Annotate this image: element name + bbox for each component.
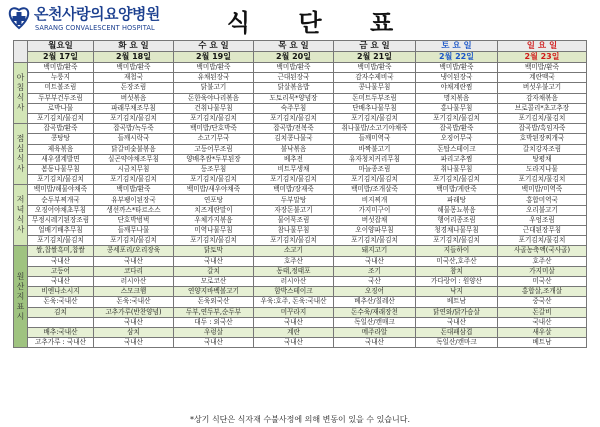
origin-cell: 닭연와/닭가슴살: [416, 307, 498, 317]
menu-cell: 백미밥/미역죽: [498, 185, 587, 195]
origin-cell: 국내산: [334, 338, 416, 348]
origin-row: [14, 327, 587, 337]
menu-cell: 순두부찌개국: [28, 195, 94, 205]
menu-cell: 가지미구이: [334, 205, 416, 215]
menu-cell: 치즈계란말이: [174, 205, 254, 215]
menu-cell: 김치콩나물국: [254, 134, 334, 144]
origin-cell: 호주산: [254, 256, 334, 266]
origin-row: [14, 276, 587, 286]
menu-cell: 마늘종조림: [334, 164, 416, 174]
origin-cell: 고추가루(반찬양념): [94, 307, 174, 317]
menu-cell: 포기김치/물김치: [94, 236, 174, 246]
origin-cell: 모로코산: [174, 276, 254, 286]
menu-cell: 백미밥/게란죽: [416, 185, 498, 195]
dinner-row: [14, 226, 587, 236]
menu-cell: 도토리묵*양념장: [254, 93, 334, 103]
origin-cell: 미꾸라지: [254, 307, 334, 317]
origin-cell: 국내산: [28, 276, 94, 286]
menu-cell: 포기김치/물김치: [416, 113, 498, 123]
dinner-row: [14, 236, 587, 246]
menu-cell: 돈장조림: [94, 83, 174, 93]
menu-cell: 연포탕: [174, 195, 254, 205]
menu-cell: 닭살볶음밥: [254, 83, 334, 93]
origin-cell: 갈치: [174, 266, 254, 276]
origin-row: [14, 338, 587, 348]
origin-row: [14, 307, 587, 317]
menu-cell: 포기김치/물김치: [498, 236, 587, 246]
origin-cell: 지들하이: [416, 246, 498, 256]
menu-cell: 포기김치/물김치: [28, 236, 94, 246]
origin-cell: 낙지: [416, 287, 498, 297]
menu-cell: 백미밥/환죽: [416, 63, 498, 73]
origin-row: [14, 287, 587, 297]
menu-cell: 포기김치/물김치: [28, 175, 94, 185]
origin-cell: 국내산: [254, 338, 334, 348]
menu-cell: 잡곡밥/흑임자죽: [498, 124, 587, 134]
origin-cell: 돈수육/재래장천: [334, 307, 416, 317]
origin-cell: 계란: [254, 327, 334, 337]
menu-cell: 잡곡밥/환죽: [28, 124, 94, 134]
lunch-row: [14, 144, 587, 154]
menu-cell: 미트볼조림: [28, 83, 94, 93]
origin-cell: 콩세포리/오리장육: [94, 246, 174, 256]
menu-cell: 양배추쌈*두부된장: [174, 154, 254, 164]
origin-cell: 대두 : 외국산: [174, 317, 254, 327]
date-header-row: [14, 52, 587, 63]
menu-cell: 들깨미역국: [334, 134, 416, 144]
menu-cell: 포기김치/물김치: [254, 113, 334, 123]
menu-cell: 오징어무국: [416, 134, 498, 144]
menu-cell: 브로콜리*초고추장: [498, 103, 587, 113]
menu-cell: 제육볶음: [28, 144, 94, 154]
corner-cell: [14, 41, 28, 63]
breakfast-row: [14, 93, 587, 103]
origin-cell: 우렁살: [174, 327, 254, 337]
origin-cell: 러시아산: [254, 276, 334, 286]
breakfast-row: [14, 73, 587, 83]
origin-cell: 김치: [28, 307, 94, 317]
origin-cell: 우육:호주, 돈육:국내산: [254, 297, 334, 307]
menu-cell: 오이양파무침: [334, 226, 416, 236]
menu-cell: 유채된장국: [174, 73, 254, 83]
origin-cell: 함박스테이크: [254, 287, 334, 297]
origin-cell: 오징어: [334, 287, 416, 297]
day-label: 토 요 일: [416, 41, 498, 52]
origin-cell: 연양지바벡볼고기: [174, 287, 254, 297]
menu-cell: 백미밥/조개살죽: [334, 185, 416, 195]
origin-cell: 돈육:국내산: [94, 297, 174, 307]
menu-cell: 백미밥/환죽: [94, 63, 174, 73]
menu-cell: 시금치무침: [94, 164, 174, 174]
menu-cell: 포기김치/물김치: [174, 175, 254, 185]
menu-cell: 백미밥/환죽: [254, 63, 334, 73]
origin-cell: 조기: [334, 266, 416, 276]
menu-cell: 물어묵조림: [254, 215, 334, 225]
origin-label: 원산지표시: [14, 246, 28, 348]
origin-cell: 국내산: [416, 317, 498, 327]
day-label: 월요일: [28, 41, 94, 52]
menu-cell: 포기김치/물김치: [94, 113, 174, 123]
date-label: 2월 17일: [28, 52, 94, 63]
origin-cell: 국산: [334, 276, 416, 286]
menu-cell: 우엉조림: [498, 215, 587, 225]
menu-table: [13, 40, 587, 348]
day-label: 금 요 일: [334, 41, 416, 52]
origin-cell: 국내산: [94, 317, 174, 327]
menu-cell: 포기김치/물김치: [174, 113, 254, 123]
menu-cell: 단호박범벅: [94, 215, 174, 225]
menu-cell: 새우샐계발면: [28, 154, 94, 164]
menu-cell: 등조무침: [174, 164, 254, 174]
origin-cell: 베트남: [416, 297, 498, 307]
menu-cell: 냉이된장국: [416, 73, 498, 83]
menu-cell: 포기김치/물김치: [416, 175, 498, 185]
menu-cell: 감자채볶음: [498, 93, 587, 103]
origin-row: [14, 256, 587, 266]
lunch-row: [14, 134, 587, 144]
menu-cell: 포기김치/물김치: [334, 113, 416, 123]
day-label: 수 요 일: [174, 41, 254, 52]
menu-cell: 백미밥/환죽: [94, 185, 174, 195]
menu-cell: 단배추나물무침: [334, 103, 416, 113]
menu-cell: 소고기무국: [174, 134, 254, 144]
origin-cell: 호주산: [498, 256, 587, 266]
lunch-row: [14, 164, 587, 174]
breakfast-row: [14, 113, 587, 123]
menu-cell: 포기김치/물김치: [94, 175, 174, 185]
menu-cell: 고등어무조림: [174, 144, 254, 154]
menu-cell: 파래탕: [416, 195, 498, 205]
day-header-row: [14, 41, 587, 52]
origin-cell: [28, 317, 94, 327]
menu-cell: 생선까스*타르소스: [94, 205, 174, 215]
menu-cell: 행어리종조림: [416, 215, 498, 225]
day-label: 화 요 일: [94, 41, 174, 52]
menu-cell: 비트무생채: [254, 164, 334, 174]
header: [0, 0, 600, 40]
menu-cell: 갈치강자조림: [498, 144, 587, 154]
menu-cell: 명치볶음: [416, 93, 498, 103]
dinner-row: [14, 205, 587, 215]
menu-cell: 두부부건두조림: [28, 93, 94, 103]
menu-cell: 백미밥/단호박죽: [174, 124, 254, 134]
origin-cell: 국내산: [254, 317, 334, 327]
menu-cell: 탕평채: [498, 154, 587, 164]
breakfast-row: [14, 63, 587, 73]
origin-cell: 사골농축액(국사골): [498, 246, 587, 256]
lunch-row: [14, 175, 587, 185]
lunch-label: 점심식사: [14, 124, 28, 185]
menu-cell: 포기김치/물김치: [416, 236, 498, 246]
menu-cell: 바짝불고기: [334, 144, 416, 154]
menu-cell: 포기김치/물김치: [254, 175, 334, 185]
origin-cell: 닭토막: [174, 246, 254, 256]
origin-cell: 미국산,호주산: [416, 256, 498, 266]
date-label: 2월 19일: [174, 52, 254, 63]
origin-cell: 중국산: [498, 297, 587, 307]
origin-cell: 가지미살: [498, 266, 587, 276]
menu-cell: 건취나물무침: [174, 103, 254, 113]
menu-cell: 버섯볶음: [94, 93, 174, 103]
menu-cell: 계란맥국: [498, 73, 587, 83]
origin-row: [14, 317, 587, 327]
origin-cell: 국내산: [174, 338, 254, 348]
menu-cell: 버섯우불고기: [498, 83, 587, 93]
dinner-row: [14, 215, 587, 225]
menu-cell: 포기김치/물김치: [334, 175, 416, 185]
menu-cell: 포기김치/물김치: [498, 113, 587, 123]
breakfast-row: [14, 103, 587, 113]
origin-cell: 돈육:국내산: [28, 297, 94, 307]
dinner-row: [14, 185, 587, 195]
menu-cell: 포기김치/물김치: [334, 236, 416, 246]
menu-cell: 들깨시락국: [94, 134, 174, 144]
menu-cell: 홍합미역국: [498, 195, 587, 205]
origin-cell: 베트남: [498, 338, 587, 348]
origin-cell: 돼지고기: [334, 246, 416, 256]
footer-note: *상기 식단은 식자재 수불사정에 의해 변동이 있을 수 있습니다.: [189, 415, 411, 424]
origin-cell: 코다리: [94, 266, 174, 276]
menu-cell: 취나물무침: [416, 164, 498, 174]
page-title: 식 단 표: [226, 9, 414, 37]
hospital-english-name: SARANG CONVALESCENT HOSPITAL: [35, 24, 155, 32]
menu-cell: 베추전: [254, 154, 334, 164]
origin-cell: 참치: [416, 266, 498, 276]
menu-cell: 해물몽뇨볶음: [416, 205, 498, 215]
menu-cell: 콩탕탕: [28, 134, 94, 144]
origin-cell: 국내산: [94, 338, 174, 348]
origin-cell: 동태,정태포: [254, 266, 334, 276]
origin-row: [14, 266, 587, 276]
origin-cell: 국내산: [94, 256, 174, 266]
menu-cell: 유부팽이된장국: [94, 195, 174, 205]
menu-cell: 백미밥/환죽: [174, 63, 254, 73]
hospital-name: 온천사랑의요양병원: [34, 5, 160, 23]
origin-cell: 홍합살,조개살: [498, 287, 587, 297]
origin-cell: 스모크햄: [94, 287, 174, 297]
origin-cell: 러시아산: [94, 276, 174, 286]
origin-cell: 두부,연두부,순두부: [174, 307, 254, 317]
origin-cell: 새우살: [498, 327, 587, 337]
menu-cell: 돈미트두부조림: [334, 93, 416, 103]
menu-cell: 돈한육야나리볶음: [174, 93, 254, 103]
date-label: 2월 23일: [498, 52, 587, 63]
menu-cell: 도라지나물: [498, 164, 587, 174]
day-label: 일 요 일: [498, 41, 587, 52]
menu-cell: 유자청치커리무침: [334, 154, 416, 164]
origin-cell: 고추가루 : 국내산: [28, 338, 94, 348]
menu-cell: 들깨무나물: [94, 226, 174, 236]
menu-cell: 숙주무침: [254, 103, 334, 113]
dinner-row: [14, 195, 587, 205]
menu-cell: 포기김치/물김치: [28, 113, 94, 123]
origin-cell: 국내산: [498, 317, 587, 327]
origin-cell: 돈육외국산: [174, 297, 254, 307]
menu-cell: 호박된장찌개국: [498, 134, 587, 144]
menu-cell: 우체가지볶음: [174, 215, 254, 225]
origin-cell: 돈갈비: [498, 307, 587, 317]
menu-cell: 포기김치/물김치: [174, 236, 254, 246]
menu-cell: 재첩국: [94, 73, 174, 83]
menu-cell: 미역나물무침: [174, 226, 254, 236]
origin-cell: 삼치: [94, 327, 174, 337]
origin-cell: 독일산/캔매크: [334, 317, 416, 327]
menu-cell: 백미밥/새우야채죽: [174, 185, 254, 195]
menu-cell: 근대된장국: [254, 73, 334, 83]
menu-cell: 참나물무침: [254, 226, 334, 236]
origin-cell: 고등어: [28, 266, 94, 276]
menu-cell: 백미밥/환죽: [334, 63, 416, 73]
menu-cell: 오징어야채초무침: [28, 205, 94, 215]
menu-cell: 잡곡밥/녹두죽: [94, 124, 174, 134]
menu-cell: 두부말탕: [254, 195, 334, 205]
origin-cell: 국내산: [334, 256, 416, 266]
menu-cell: 콩나물무침: [334, 83, 416, 93]
menu-cell: 무정시레기된장조림: [28, 215, 94, 225]
menu-cell: 돈탑스테이크: [416, 144, 498, 154]
origin-cell: 돈대패삼겹: [416, 327, 498, 337]
date-label: 2월 22일: [416, 52, 498, 63]
breakfast-row: [14, 83, 587, 93]
menu-cell: 취나물밥/소고기야채죽: [334, 124, 416, 134]
lunch-row: [14, 124, 587, 134]
breakfast-label: 아침식사: [14, 63, 28, 124]
menu-cell: 오리불고기: [498, 205, 587, 215]
day-label: 목 요 일: [254, 41, 334, 52]
menu-cell: 백미밥/환죽: [498, 63, 587, 73]
date-label: 2월 21일: [334, 52, 416, 63]
dinner-label: 저녁식사: [14, 185, 28, 246]
menu-cell: 포기김치/물김치: [498, 175, 587, 185]
origin-cell: 비엔나소시지: [28, 287, 94, 297]
lunch-row: [14, 154, 587, 164]
menu-cell: 버섯잡채: [334, 215, 416, 225]
menu-cell: 백미밥/장재죽: [254, 185, 334, 195]
origin-cell: 국내산: [28, 256, 94, 266]
origin-cell: 배추:국내산: [28, 327, 94, 337]
menu-cell: 닭갈비숯불볶음: [94, 144, 174, 154]
origin-cell: 베추산/칠레산: [334, 297, 416, 307]
menu-cell: 포기김치/물김치: [254, 236, 334, 246]
origin-cell: 독일산/캔마크: [416, 338, 498, 348]
origin-cell: 가다랑어 : 원양산: [416, 276, 498, 286]
menu-cell: 청경채나물무침: [416, 226, 498, 236]
menu-cell: 닭불고기: [174, 83, 254, 93]
menu-cell: 누룽지: [28, 73, 94, 83]
menu-cell: 얼배기배추무침: [28, 226, 94, 236]
menu-cell: 근대된장무침: [498, 226, 587, 236]
menu-cell: 감자수제비국: [334, 73, 416, 83]
menu-cell: 로박나물: [28, 103, 94, 113]
menu-cell: 파리고추찜: [416, 154, 498, 164]
origin-row: [14, 297, 587, 307]
origin-cell: 메주라알: [334, 327, 416, 337]
origin-cell: 소고기: [254, 246, 334, 256]
menu-cell: 잡곡밥/전복죽: [254, 124, 334, 134]
origin-cell: 미국산: [498, 276, 587, 286]
menu-cell: 불낙볶음: [254, 144, 334, 154]
menu-cell: 실곤약야채조무침: [94, 154, 174, 164]
origin-row: [14, 246, 587, 256]
menu-cell: 파래무채조무침: [94, 103, 174, 113]
menu-cell: 비지찌개: [334, 195, 416, 205]
menu-cell: 백미밥/환죽: [28, 63, 94, 73]
menu-cell: 봄동나물무침: [28, 164, 94, 174]
menu-cell: 홍나물무침: [416, 103, 498, 113]
date-label: 2월 18일: [94, 52, 174, 63]
date-label: 2월 20일: [254, 52, 334, 63]
origin-cell: 쌀,찹쌀흑미,찹쌀: [28, 246, 94, 256]
menu-cell: 자장돈불고기: [254, 205, 334, 215]
menu-cell: 야채계란찜: [416, 83, 498, 93]
origin-cell: 국내산: [174, 256, 254, 266]
menu-cell: 백미밥/해물야채죽: [28, 185, 94, 195]
menu-cell: 잡곡밥/환죽: [416, 124, 498, 134]
